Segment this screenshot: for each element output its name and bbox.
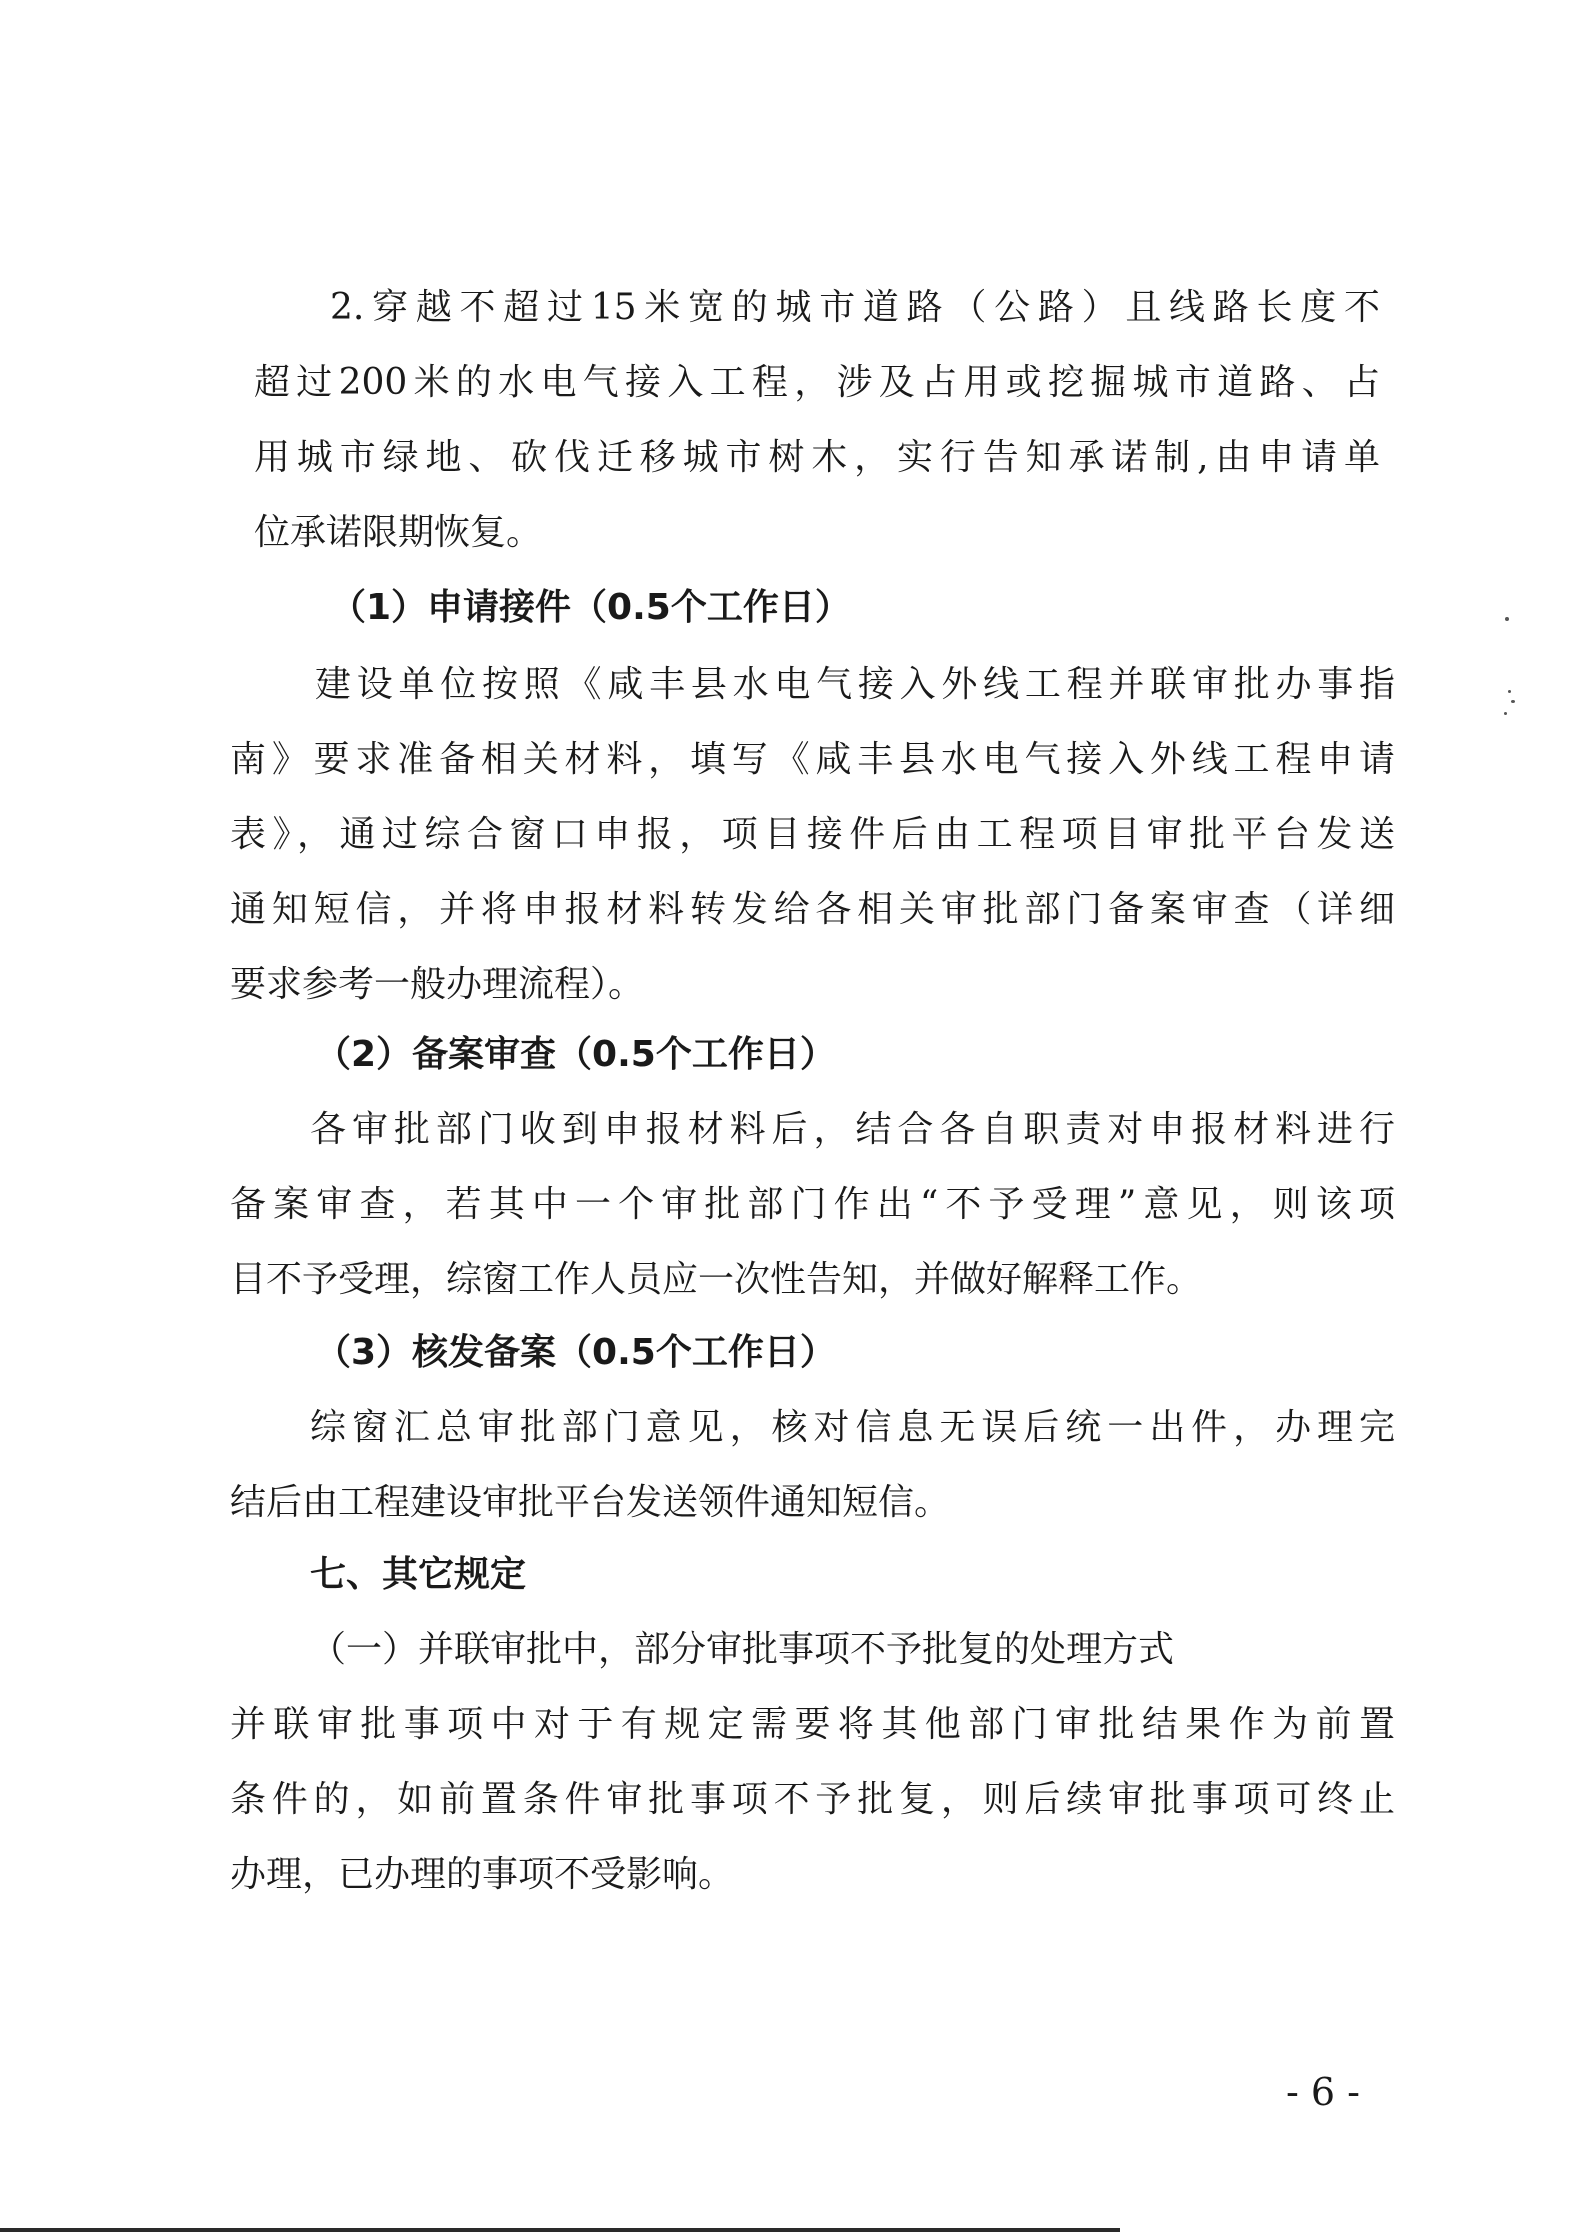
step-3-line-2: 结后由工程建设审批平台发送领件通知短信。: [230, 1482, 951, 1523]
scan-speck: [1508, 690, 1511, 693]
subsection-1-line-1: 并联审批事项中对于有规定需要将其他部门审批结果作为前置: [230, 1704, 1395, 1745]
step-1-line-1: 建设单位按照《咸丰县水电气接入外线工程并联审批办事指: [315, 664, 1395, 705]
item-2-line-1: 2.穿越不超过15米宽的城市道路（公路）且线路长度不: [330, 287, 1380, 328]
page-number: - 6 -: [1286, 2070, 1361, 2114]
scan-bottom-edge: [0, 2228, 1120, 2232]
step-3-heading: （3）核发备案（0.5个工作日）: [315, 1332, 836, 1373]
subsection-1-line-2: 条件的，如前置条件审批事项不予批复，则后续审批事项可终止: [230, 1779, 1395, 1820]
step-1-line-3: 表》，通过综合窗口申报，项目接件后由工程项目审批平台发送: [230, 814, 1395, 855]
step-1-line-4: 通知短信，并将申报材料转发给各相关审批部门备案审查（详细: [230, 889, 1395, 930]
step-3-line-1: 综窗汇总审批部门意见，核对信息无误后统一出件，办理完: [310, 1407, 1395, 1448]
subsection-1-heading: （一）并联审批中，部分审批事项不予批复的处理方式: [310, 1629, 1175, 1670]
item-2-line-4: 位承诺限期恢复。: [254, 512, 543, 553]
step-1-line-2: 南》要求准备相关材料，填写《咸丰县水电气接入外线工程申请: [230, 739, 1395, 780]
step-2-line-1: 各审批部门收到申报材料后，结合各自职责对申报材料进行: [310, 1109, 1395, 1150]
section-7-heading: 七、其它规定: [310, 1554, 527, 1595]
scan-speck: [1505, 617, 1509, 621]
scan-speck: [1511, 700, 1515, 703]
step-1-line-5: 要求参考一般办理流程）。: [230, 964, 645, 1005]
item-2-line-2: 超过200米的水电气接入工程，涉及占用或挖掘城市道路、占: [254, 362, 1380, 403]
item-2-line-3: 用城市绿地、砍伐迁移城市树木，实行告知承诺制,由申请单: [254, 437, 1380, 478]
step-2-line-3: 目不予受理，综窗工作人员应一次性告知，并做好解释工作。: [230, 1259, 1203, 1300]
step-2-line-2: 备案审查，若其中一个审批部门作出“不予受理”意见，则该项: [230, 1184, 1395, 1225]
subsection-1-line-3: 办理，已办理的事项不受影响。: [230, 1854, 735, 1895]
step-1-heading: （1）申请接件（0.5个工作日）: [330, 587, 851, 628]
step-2-heading: （2）备案审查（0.5个工作日）: [315, 1034, 836, 1075]
scan-speck: [1504, 712, 1507, 715]
